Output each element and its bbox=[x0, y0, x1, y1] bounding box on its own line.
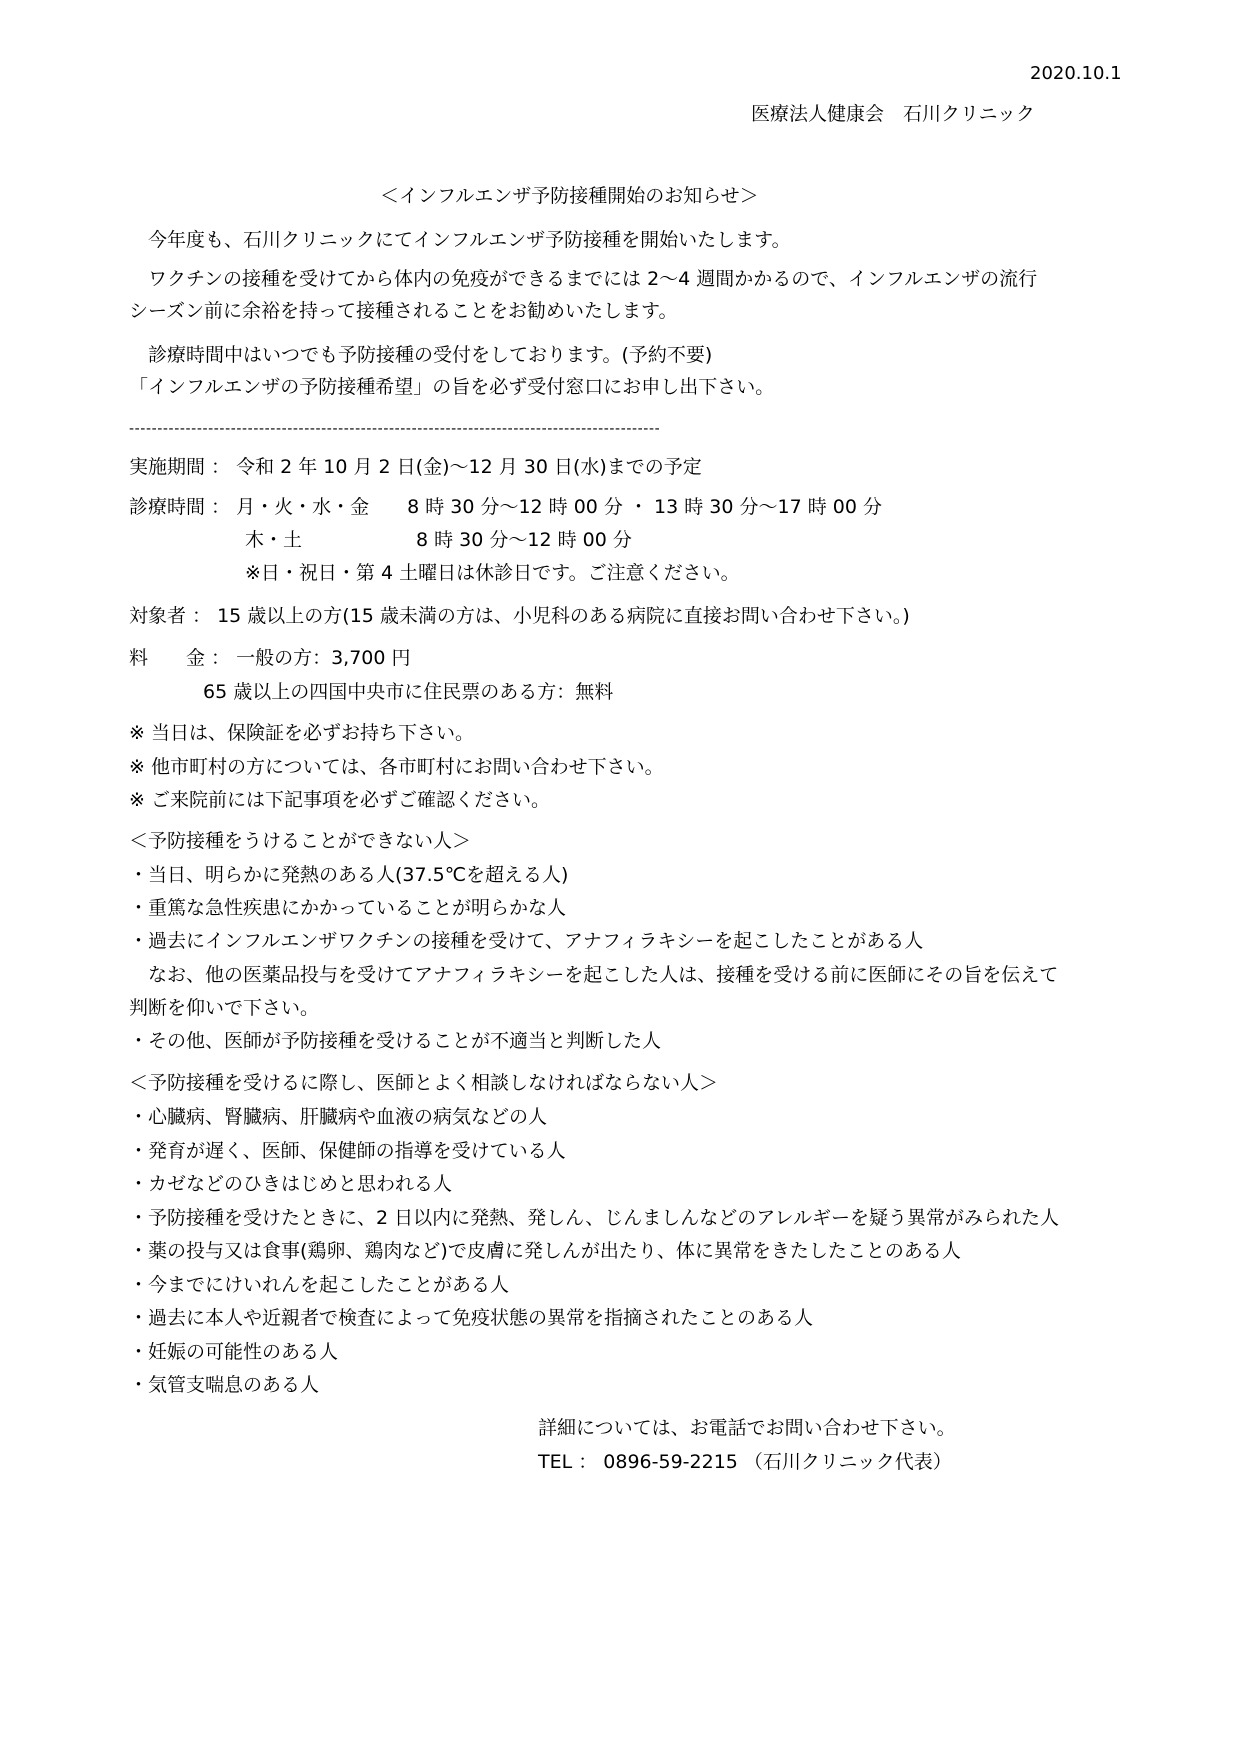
intro-line-3: シーズン前に余裕を持って接種されることをお勧めいたします。 bbox=[129, 300, 678, 322]
hours-note: ※日・祝日・第 4 土曜日は休診日です。ご注意ください。 bbox=[245, 562, 740, 584]
cannot-line-4: なお、他の医薬品投与を受けてアナフィラキシーを起こした人は、接種を受ける前に医師にその旨を伝えて bbox=[129, 964, 1059, 986]
consult-item: ・発育が遅く、医師、保健師の指導を受けている人 bbox=[129, 1140, 566, 1162]
consult-item: ・気管支喘息のある人 bbox=[129, 1374, 320, 1396]
hours-row-2: 木・土 8 時 30 分～12 時 00 分 bbox=[245, 529, 632, 551]
date: 2020.10.1 bbox=[1030, 63, 1122, 84]
consult-item: ・カゼなどのひきはじめと思われる人 bbox=[129, 1173, 453, 1195]
page-title: ＜インフルエンザ予防接種開始のお知らせ＞ bbox=[380, 185, 759, 207]
organization: 医療法人健康会 石川クリニック bbox=[751, 103, 1035, 125]
consult-item: ・予防接種を受けたときに、2 日以内に発熱、発しん、じんましんなどのアレルギーを疑う異常がみられた人 bbox=[129, 1207, 1060, 1229]
fee-row-2: 65 歳以上の四国中央市に住民票のある方：無料 bbox=[203, 681, 614, 703]
note-2: ※ 他市町村の方については、各市町村にお問い合わせ下さい。 bbox=[129, 756, 664, 778]
cannot-line-1: ・当日、明らかに発熱のある人(37.5℃を超える人) bbox=[129, 864, 569, 886]
consult-heading: ＜予防接種を受けるに際し、医師とよく相談しなければならない人＞ bbox=[129, 1072, 719, 1094]
contact-note: 詳細については、お電話でお問い合わせ下さい。 bbox=[538, 1417, 956, 1439]
cannot-line-6: ・その他、医師が予防接種を受けることが不適当と判断した人 bbox=[129, 1030, 662, 1052]
consult-item: ・薬の投与又は食事(鶏卵、鶏肉など)で皮膚に発しんが出たり、体に異常をきたしたことのある人 bbox=[129, 1240, 961, 1262]
period-row: 実施期間 ： 令和 2 年 10 月 2 日(金)～12 月 30 日(水)までの予定 bbox=[129, 456, 702, 478]
divider: ---------------------------------------------------------------------------------------------- bbox=[129, 421, 661, 437]
intro-line-2: ワクチンの接種を受けてから体内の免疫ができるまでには 2～4 週間かかるので、インフルエンザの流行 bbox=[129, 268, 1038, 290]
note-3: ※ ご来院前には下記事項を必ずご確認ください。 bbox=[129, 789, 550, 811]
cannot-line-2: ・重篤な急性疾患にかかっていることが明らかな人 bbox=[129, 897, 567, 919]
intro-line-4: 診療時間中はいつでも予防接種の受付をしております。(予約不要) bbox=[129, 344, 713, 366]
target-row: 対象者 ： 15 歳以上の方(15 歳未満の方は、小児科のある病院に直接お問い合わせ下さい。) bbox=[129, 605, 910, 627]
consult-item: ・心臓病、腎臓病、肝臓病や血液の病気などの人 bbox=[129, 1106, 548, 1128]
cannot-heading: ＜予防接種をうけることができない人＞ bbox=[129, 830, 472, 852]
cannot-line-3: ・過去にインフルエンザワクチンの接種を受けて、アナフィラキシーを起こしたことがある人 bbox=[129, 930, 924, 952]
note-1: ※ 当日は、保険証を必ずお持ち下さい。 bbox=[129, 722, 474, 744]
intro-line-1: 今年度も、石川クリニックにてインフルエンザ予防接種を開始いたします。 bbox=[129, 229, 791, 251]
consult-item: ・今までにけいれんを起こしたことがある人 bbox=[129, 1274, 510, 1296]
intro-line-5: 「インフルエンザの予防接種希望」の旨を必ず受付窓口にお申し出下さい。 bbox=[129, 376, 775, 398]
consult-item: ・妊娠の可能性のある人 bbox=[129, 1341, 339, 1363]
tel-line: TEL ： 0896-59-2215 （石川クリニック代表） bbox=[538, 1451, 952, 1473]
consult-item: ・過去に本人や近親者で検査によって免疫状態の異常を指摘されたことのある人 bbox=[129, 1307, 814, 1329]
cannot-line-5: 判断を仰いで下さい。 bbox=[129, 997, 320, 1019]
fee-row-1: 料 金 ： 一般の方：3,700 円 bbox=[129, 647, 411, 669]
hours-row-1: 診療時間 ： 月・火・水・金 8 時 30 分～12 時 00 分 ・ 13 時 30 分～17 時 00 分 bbox=[129, 496, 882, 518]
